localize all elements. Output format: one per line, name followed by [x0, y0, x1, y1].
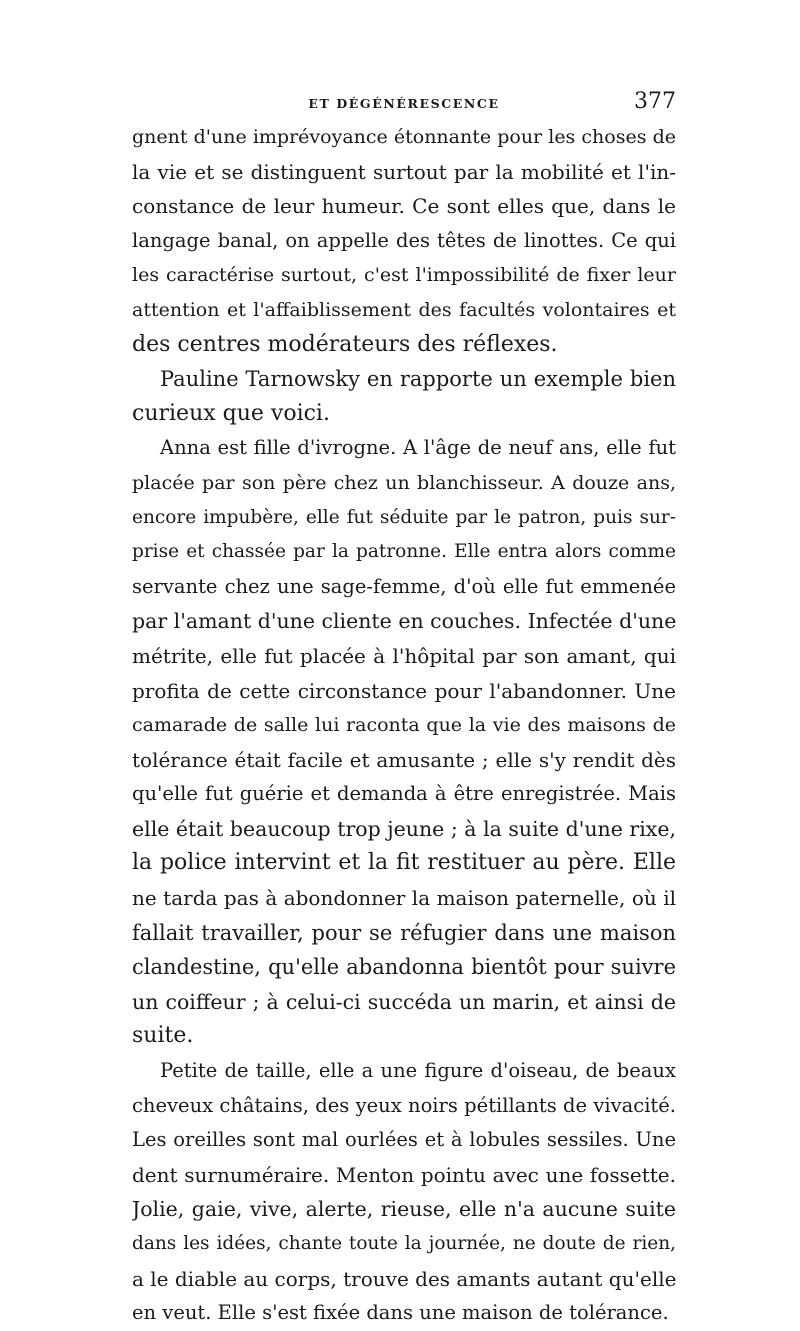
text-line: cheveux châtains, des yeux noirs pétillants de vivacité.: [132, 1093, 676, 1117]
text-line: tolérance était facile et amusante ; elle s'y rendit dès: [132, 747, 676, 772]
text-line: ne tarda pas à abondonner la maison paternelle, où il: [132, 886, 676, 911]
text-line: Pauline Tarnowsky en rapporte un exemple bien: [160, 367, 676, 392]
text-line: des centres modérateurs des réflexes.: [132, 331, 558, 357]
text-line: a le diable au corps, trouve des amants autant qu'elle: [132, 1266, 676, 1291]
text-line: la vie et se distinguent surtout par la mobilité et l'in-: [132, 159, 676, 184]
text-line: dans les idées, chante toute la journée, ne doute de rien,: [132, 1233, 676, 1254]
text-line: constance de leur humeur. Ce sont elles que, dans le: [132, 194, 676, 219]
text-line: Les oreilles sont mal ourlées et à lobules sessiles. Une: [132, 1128, 676, 1152]
text-line: métrite, elle fut placée à l'hôpital par son amant, qui: [132, 643, 676, 668]
text-line: clandestine, qu'elle abandonna bientôt pour suivre: [132, 955, 676, 980]
text-line: elle était beaucoup trop jeune ; à la suite d'une rixe,: [132, 816, 676, 841]
paragraph-3: [132, 431, 676, 1054]
text-line: fallait travailler, pour se réfugier dans une maison: [132, 920, 676, 945]
page-number: 377: [634, 89, 676, 114]
text-line: Anna est fille d'ivrogne. A l'âge de neuf ans, elle fut: [160, 436, 676, 460]
body-text: [132, 120, 676, 1331]
text-line: les caractérise surtout, c'est l'impossibilité de fixer leur: [132, 264, 676, 287]
text-line: gnent d'une imprévoyance étonnante pour les choses de: [132, 126, 676, 148]
text-line: camarade de salle lui raconta que la vie des maisons de: [132, 714, 676, 737]
text-line: curieux que voici.: [132, 400, 330, 426]
paragraph-1: [132, 120, 676, 362]
text-line: suite.: [132, 1023, 194, 1049]
text-line: qu'elle fut guérie et demanda à être enregistrée. Mais: [132, 782, 676, 806]
text-line: par l'amant d'une cliente en couches. Infectée d'une: [132, 609, 676, 634]
text-line: langage banal, on appelle des têtes de linottes. Ce qui: [132, 228, 676, 252]
text-line: profita de cette circonstance pour l'abandonner. Une: [132, 678, 676, 703]
text-line: Jolie, gaie, vive, alerte, rieuse, elle n'a aucune suite: [132, 1197, 676, 1222]
text-line: un coiffeur ; à celui-ci succéda un marin, et ainsi de: [132, 989, 676, 1014]
running-title: ET DÉGÉNÉRESCENCE: [308, 96, 500, 111]
text-line: placée par son père chez un blanchisseur. A douze ans,: [132, 471, 676, 494]
text-line: encore impubère, elle fut séduite par le patron, puis sur-: [132, 506, 676, 528]
running-head: [132, 90, 676, 120]
text-line: dent surnuméraire. Menton pointu avec une fossette.: [132, 1162, 676, 1187]
paragraph-4: [132, 1054, 676, 1331]
text-line: servante chez une sage-femme, d'où elle fut emmenée: [132, 574, 676, 598]
paragraph-2: [132, 362, 676, 431]
text-line: attention et l'affaiblissement des facultés volontaires et: [132, 298, 676, 321]
text-line: prise et chassée par la patronne. Elle entra alors comme: [132, 541, 676, 563]
text-line: Petite de taille, elle a une figure d'oiseau, de beaux: [160, 1059, 676, 1083]
text-line: en veut. Elle s'est fixée dans une maison de tolérance.: [132, 1301, 669, 1325]
text-line: la police intervint et la fit restituer au père. Elle: [132, 850, 676, 876]
